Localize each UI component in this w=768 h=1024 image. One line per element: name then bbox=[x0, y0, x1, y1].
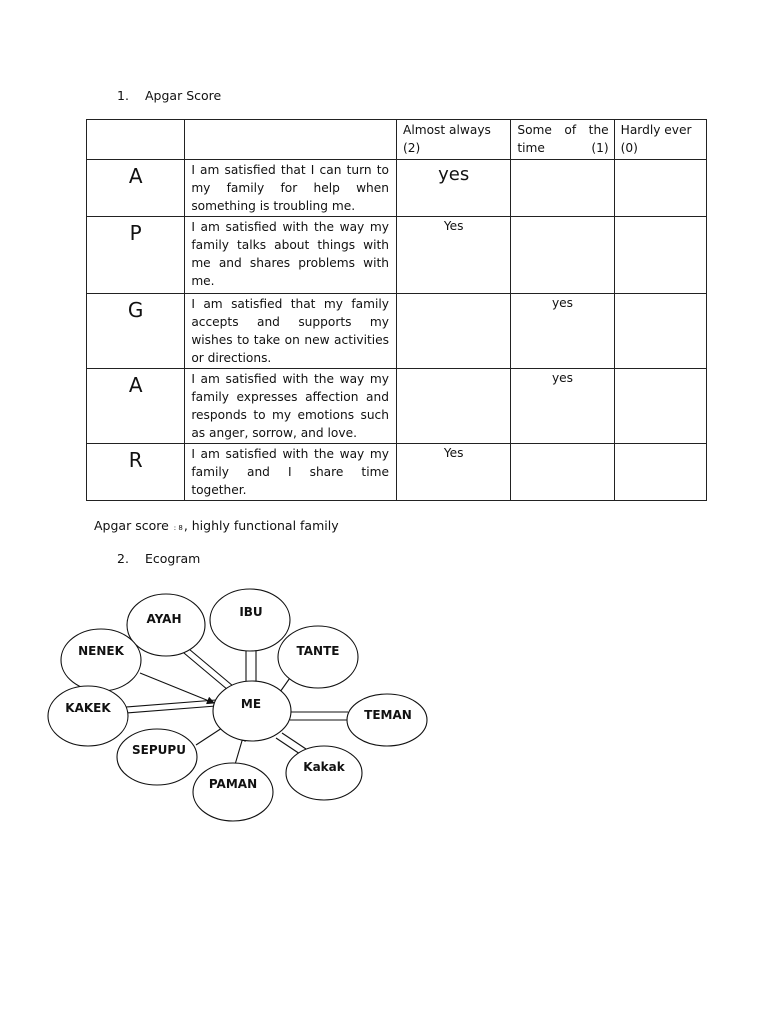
row-some-of-the-time bbox=[511, 217, 614, 294]
label-ibu: IBU bbox=[239, 605, 263, 619]
section-2-title: Ecogram bbox=[145, 551, 201, 566]
header-some-of-the-time: Some of the time (1) bbox=[511, 120, 614, 160]
row-hardly-ever bbox=[614, 444, 706, 501]
row-statement: I am satisfied with the way my family talks about things with me and shares problems with me. bbox=[185, 217, 397, 294]
header-cell-statement bbox=[185, 120, 397, 160]
row-almost-always: Yes bbox=[396, 444, 510, 501]
node-paman bbox=[193, 763, 273, 821]
connector-nenek bbox=[140, 673, 214, 703]
row-statement: I am satisfied that my family accepts and supports my wishes to take on new activities or directions. bbox=[185, 294, 397, 369]
node-me bbox=[213, 681, 291, 741]
connector-ayah-2 bbox=[183, 644, 233, 686]
table-row bbox=[87, 444, 707, 501]
label-kakek: KAKEK bbox=[65, 701, 111, 715]
node-ibu bbox=[210, 589, 290, 651]
row-statement: I am satisfied with the way my family expresses affection and responds to my emotions such as anger, sorrow, and love. bbox=[185, 369, 397, 444]
label-nenek: NENEK bbox=[78, 644, 124, 658]
label-ayah: AYAH bbox=[146, 612, 182, 626]
node-kakek bbox=[48, 686, 128, 746]
node-nenek bbox=[61, 629, 141, 691]
apgar-score-line bbox=[94, 518, 339, 533]
table-row bbox=[87, 369, 707, 444]
row-statement: I am satisfied that I can turn to my family for help when something is troubling me. bbox=[185, 160, 397, 217]
row-letter: P bbox=[87, 217, 185, 294]
label-teman: TEMAN bbox=[364, 708, 412, 722]
label-tante: TANTE bbox=[296, 644, 340, 658]
row-some-of-the-time bbox=[511, 444, 614, 501]
row-statement: I am satisfied with the way my family and I share time together. bbox=[185, 444, 397, 501]
header-cell-letter bbox=[87, 120, 185, 160]
row-letter: A bbox=[87, 369, 185, 444]
table-header-row bbox=[87, 120, 707, 160]
ecogram-diagram bbox=[0, 585, 768, 845]
section-1-heading bbox=[117, 88, 221, 103]
table-row bbox=[87, 217, 707, 294]
label-kakak: Kakak bbox=[303, 760, 345, 774]
row-letter: A bbox=[87, 160, 185, 217]
row-hardly-ever bbox=[614, 217, 706, 294]
apgar-table bbox=[86, 119, 707, 501]
score-value: : 8 bbox=[173, 524, 183, 532]
section-2-heading bbox=[117, 551, 200, 566]
section-1-number: 1. bbox=[117, 88, 129, 103]
label-me: ME bbox=[240, 697, 262, 711]
connector-ayah bbox=[178, 648, 228, 690]
label-sepupu: SEPUPU bbox=[132, 743, 186, 757]
row-some-of-the-time bbox=[511, 160, 614, 217]
table-row bbox=[87, 294, 707, 369]
connector-sepupu bbox=[196, 728, 222, 745]
score-prefix: Apgar score bbox=[94, 518, 169, 533]
score-suffix: , highly functional family bbox=[183, 518, 339, 533]
row-hardly-ever bbox=[614, 160, 706, 217]
header-hardly-ever: Hardly ever (0) bbox=[614, 120, 706, 160]
row-some-of-the-time: yes bbox=[511, 294, 614, 369]
table-row bbox=[87, 160, 707, 217]
section-1-title: Apgar Score bbox=[145, 88, 222, 103]
header-almost-always: Almost always (2) bbox=[396, 120, 510, 160]
connector-kakak-2 bbox=[282, 733, 306, 749]
row-almost-always: yes bbox=[396, 160, 510, 217]
row-hardly-ever bbox=[614, 294, 706, 369]
row-almost-always: Yes bbox=[396, 217, 510, 294]
row-letter: R bbox=[87, 444, 185, 501]
label-paman: PAMAN bbox=[208, 777, 258, 791]
row-hardly-ever bbox=[614, 369, 706, 444]
node-sepupu bbox=[117, 729, 197, 785]
connector-kakek-2 bbox=[126, 706, 216, 713]
section-2-number: 2. bbox=[117, 551, 129, 566]
connector-kakek bbox=[126, 700, 216, 707]
row-almost-always bbox=[396, 369, 510, 444]
row-almost-always bbox=[396, 294, 510, 369]
row-letter: G bbox=[87, 294, 185, 369]
connector-kakak bbox=[276, 738, 300, 754]
row-some-of-the-time: yes bbox=[511, 369, 614, 444]
